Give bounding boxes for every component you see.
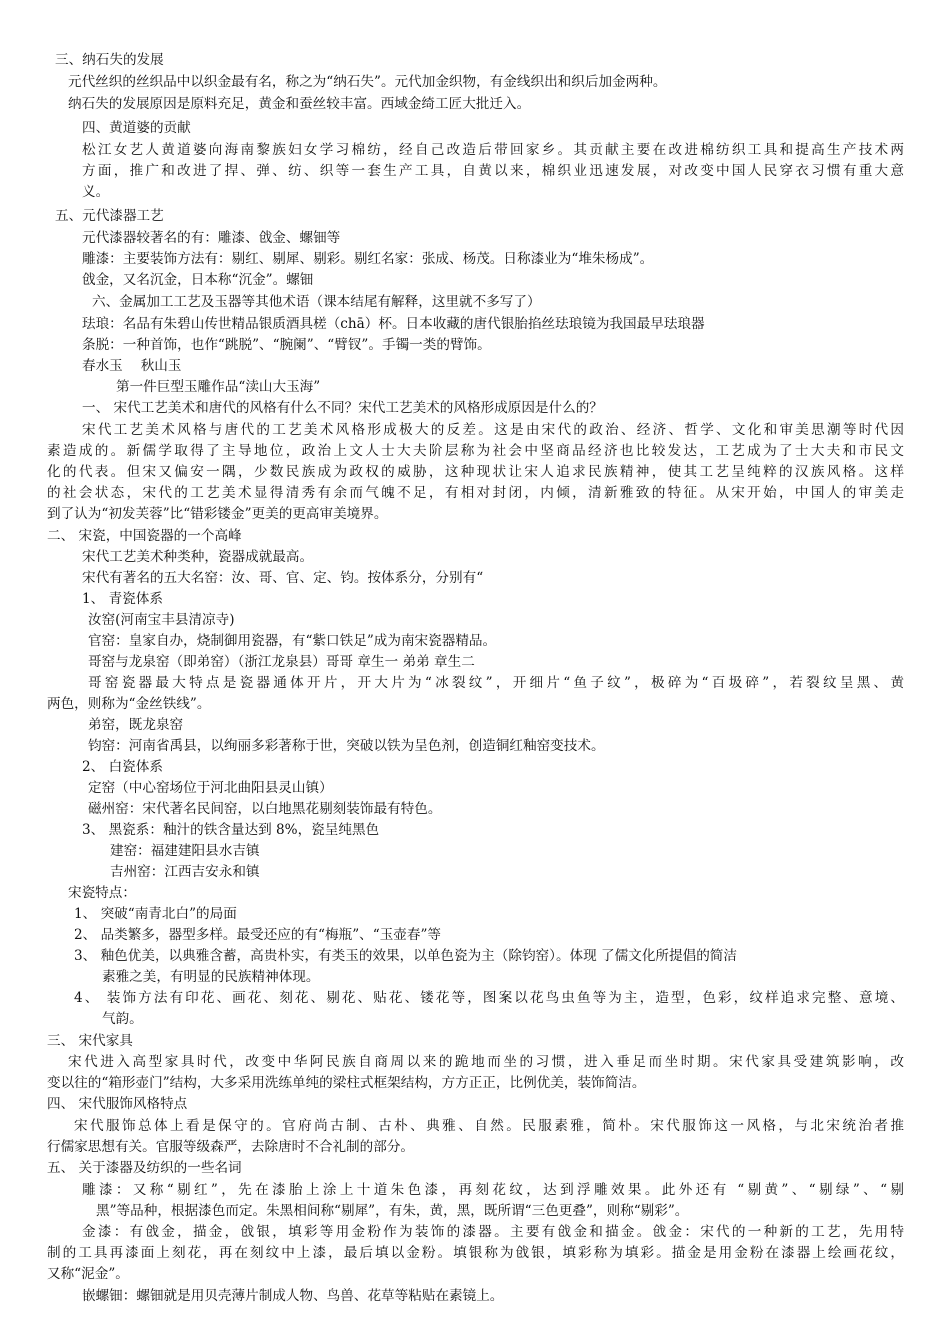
list-item: 3、 釉色优美，以典雅含蓄，高贵朴实，有类玉的效果，以单色瓷为主（除钧窑）。体现 了儒文化所提倡的简洁: [74, 948, 737, 964]
list-item: 4、 装饰方法有印花、画花、刻花、剔花、贴花、镂花等，图案以花鸟虫鱼等为主，造型，色彩，纹样追求完整、意境、: [74, 990, 904, 1006]
list-item: 1、 青瓷体系: [82, 591, 163, 607]
text-line: 雕漆：又称“剔红”，先在漆胎上涂上十道朱色漆，再刻花纹，达到浮雕效果。此外还有 “剔黄”、“剔绿”、“剔: [82, 1182, 904, 1198]
text-line: 宋代工艺美术风格与唐代的工艺美术风格形成极大的反差。这是由宋代的政治、经济、哲学、文化和审美思潮等时代因: [82, 422, 904, 438]
text-line: 金漆：有戗金，描金，戗银，填彩等用金粉作为装饰的漆器。主要有戗金和描金。戗金：宋代的一种新的工艺，先用特: [82, 1224, 904, 1240]
text-line: 素造成的。新儒学取得了主导地位，政治上文人士大夫阶层称为社会中坚商品经济也比较发达，工艺成为了士大夫和市民文: [47, 443, 904, 459]
text-line: 化的代表。但宋又偏安一隅，少数民族成为政权的威胁，这种现状让宋人追求民族精神，使其工艺呈纯粹的汉族风格。这样: [47, 464, 904, 480]
list-item: 1、 突破“南青北白”的局面: [74, 906, 237, 922]
question-heading: 一、 宋代工艺美术和唐代的风格有什么不同？宋代工艺美术的风格形成原因是什么的？: [82, 400, 603, 416]
text-line: 到了认为“初发芙蓉”比“错彩镂金”更美的更高审美境界。: [47, 506, 388, 522]
heading-yuan-lacquer: 五、元代漆器工艺: [55, 208, 164, 224]
heading-song-porcelain: 二、 宋瓷，中国瓷器的一个高峰: [47, 528, 242, 544]
text-line: 宋代进入高型家具时代，改变中华阿民族自商周以来的跪地而坐的习惯，进入垂足而坐时期。宋代家具受建筑影响，改: [68, 1054, 904, 1070]
text-line: 钧窑：河南省禹县，以绚丽多彩著称于世，突破以铁为呈色剂，创造铜红釉窑变技术。: [88, 738, 605, 754]
text-line: 珐琅：名品有朱碧山传世精品银质酒具槎（chā）杯。日本收藏的唐代银胎掐丝珐琅镜为我国最早珐琅器: [82, 316, 705, 332]
text-line: 雕漆：主要装饰方法有：剔红、剔犀、剔彩。剔红名家：张成、杨茂。日称漆业为“堆朱杨成”。: [82, 251, 654, 267]
text-line: 条脱：一种首饰，也作“跳脱”、“腕阑”、“臂钗”。手镯一类的臂饰。: [82, 337, 491, 353]
text-line: 宋瓷特点：: [68, 885, 136, 901]
list-item: 2、 品类繁多，器型多样。最受还应的有“梅瓶”、“玉壶春”等: [74, 927, 442, 943]
text-line: 气韵。: [102, 1011, 143, 1027]
text-line: 行儒家思想有关。官服等级森严，去除唐时不合礼制的部分。: [47, 1139, 415, 1155]
text-line: 两色，则称为“金丝铁线”。: [47, 696, 211, 712]
heading-nashishi: 三、纳石失的发展: [55, 52, 164, 68]
text-line: 纳石失的发展原因是原料充足，黄金和蚕丝较丰富。西域金绮工匠大批迁入。: [68, 96, 531, 112]
text-line: 弟窑，既龙泉窑: [88, 717, 184, 733]
text-line: 春水玉 秋山玉: [82, 358, 182, 374]
text-line: 变以往的“箱形壶门”结构，大多采用洗练单纯的梁柱式框架结构，方方正正，比例优美，装饰简洁。: [47, 1075, 646, 1091]
heading-metal-craft: 六、金属加工工艺及玉器等其他术语（课本结尾有解释，这里就不多写了）: [92, 294, 541, 310]
text-line: 方面，推广和改进了捍、弹、纺、织等一套生产工具，自黄以来，棉织业迅速发展，对改变中国人民穿衣习惯有重大意: [82, 163, 904, 179]
heading-lacquer-terms: 五、 关于漆器及纺织的一些名词: [47, 1160, 242, 1176]
text-line: 义。: [82, 184, 110, 200]
text-line: 磁州窑：宋代著名民间窑，以白地黑花剔刻装饰最有特色。: [88, 801, 442, 817]
text-line: 元代丝织的丝织品中以织金最有名，称之为“纳石失”。元代加金织物，有金线织出和织后加金两种。: [68, 74, 667, 90]
text-line: 宋代工艺美术种类种，瓷器成就最高。: [82, 549, 314, 565]
heading-song-furniture: 三、 宋代家具: [47, 1033, 133, 1049]
text-line: 黑”等品种，根据漆色而定。朱黑相间称“剔犀”，有朱，黄，黑，既所谓“三色更叠”，则称“剔彩”。: [96, 1203, 689, 1219]
text-line: 素雅之美，有明显的民族精神体现。: [102, 969, 320, 985]
text-line: 汝窑(河南宝丰县清凉寺): [88, 612, 235, 628]
text-line: 第一件巨型玉雕作品“渎山大玉海”: [116, 379, 321, 395]
text-line: 定窑（中心窑场位于河北曲阳县灵山镇）: [88, 780, 333, 796]
text-line: 的社会状态，宋代的工艺美术显得清秀有余而气魄不足，有相对封闭，内倾，清新雅致的特征。从宋开始，中国人的审美走: [47, 485, 904, 501]
heading-huangdaopo: 四、黄道婆的贡献: [82, 120, 191, 136]
text-line: 元代漆器较著名的有：雕漆、戗金、螺钿等: [82, 230, 341, 246]
text-line: 宋代有著名的五大名窑：汝、哥、官、定、钧。按体系分，分别有“: [82, 570, 484, 586]
text-line: 松江女艺人黄道婆向海南黎族妇女学习棉纺，经自己改造后带回家乡。其贡献主要在改进棉纺织工具和提高生产技术两: [82, 142, 904, 158]
text-line: 哥窑与龙泉窑（即弟窑）（浙江龙泉县）哥哥 章生一 弟弟 章生二: [88, 654, 475, 670]
list-item: 2、 白瓷体系: [82, 759, 163, 775]
text-line: 嵌螺钿：螺钿就是用贝壳薄片制成人物、鸟兽、花草等粘贴在素镜上。: [82, 1288, 504, 1304]
text-line: 哥窑瓷器最大特点是瓷器通体开片，开大片为“冰裂纹”，开细片“鱼子纹”，极碎为“百圾碎”，若裂纹呈黑、黄: [88, 675, 904, 691]
text-line: 又称“泥金”。: [47, 1266, 129, 1282]
text-line: 官窑：皇家自办，烧制御用瓷器，有“紫口铁足”成为南宋瓷器精品。: [88, 633, 497, 649]
list-item: 3、 黑瓷系：釉汁的铁含量达到 8%，瓷呈纯黑色: [82, 822, 380, 838]
text-line: 宋代服饰总体上看是保守的。官府尚古制、古朴、典雅、自然。民服素雅，简朴。宋代服饰这一风格，与北宋统治者推: [74, 1118, 904, 1134]
heading-song-costume: 四、 宋代服饰风格特点: [47, 1096, 188, 1112]
text-line: 制的工具再漆面上刻花，再在刻纹中上漆，最后填以金粉。填银称为戗银，填彩称为填彩。描金是用金粉在漆器上绘画花纹，: [47, 1245, 904, 1261]
text-line: 吉州窑：江西吉安永和镇: [110, 864, 260, 880]
text-line: 建窑：福建建阳县水吉镇: [110, 843, 260, 859]
text-line: 戗金，又名沉金，日本称“沉金”。螺钿: [82, 272, 314, 288]
